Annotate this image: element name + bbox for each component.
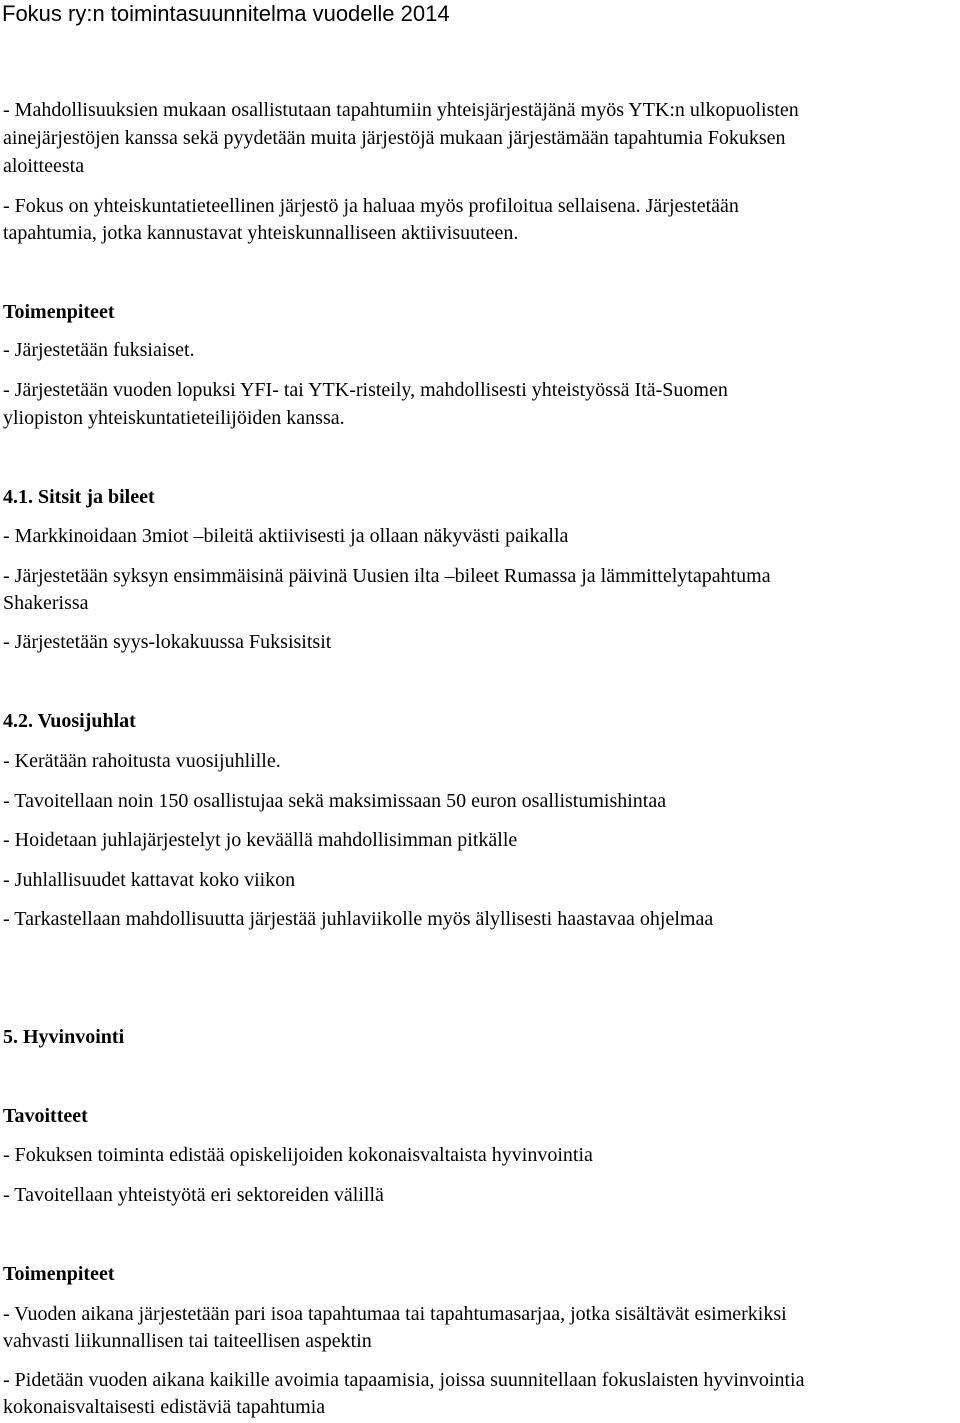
vuosijuhlat-item: - Tavoitellaan noin 150 osallistujaa sekä maksimissaan 50 euron osallistumishintaa	[3, 790, 667, 812]
intro-paragraph-2-line-2: tapahtumia, jotka kannustavat yhteiskunnalliseen aktiivisuuteen.	[3, 222, 519, 244]
tavoitteet-item: - Fokuksen toiminta edistää opiskelijoiden kokonaisvaltaista hyvinvointia	[3, 1144, 593, 1166]
sitsit-item-fuksisitsit: - Järjestetään syys-lokakuussa Fuksisitsit	[3, 631, 332, 653]
hyvinvointi-toimenpide-1-line-2: vahvasti liikunnallisen tai taiteellisen aspektin	[3, 1330, 372, 1352]
intro-paragraph-1-line-1: - Mahdollisuuksien mukaan osallistutaan tapahtumiin yhteisjärjestäjänä myös YTK:n ulkopuolisten	[3, 99, 799, 121]
sitsit-item-uusien-ilta-line-2: Shakerissa	[3, 592, 89, 614]
intro-paragraph-2-line-1: - Fokus on yhteiskuntatieteellinen järjestö ja haluaa myös profiloitua sellaisena. Järjestetään	[3, 195, 739, 217]
intro-paragraph-1-line-3: aloitteesta	[3, 155, 85, 177]
vuosijuhlat-item: - Kerätään rahoitusta vuosijuhlille.	[3, 750, 281, 772]
vuosijuhlat-item: - Hoidetaan juhlajärjestelyt jo keväällä mahdollisimman pitkälle	[3, 829, 518, 851]
vuosijuhlat-item: - Tarkastellaan mahdollisuutta järjestää juhlaviikolle myös älyllisesti haastavaa ohjelmaa	[3, 908, 714, 930]
toimenpiteet-item-fuksiaiset: - Järjestetään fuksiaiset.	[3, 339, 195, 361]
hyvinvointi-toimenpide-2-line-2: kokonaisvaltaisesti edistäviä tapahtumia	[3, 1396, 326, 1418]
intro-paragraph-1-line-2: ainejärjestöjen kanssa sekä pyydetään muita järjestöjä mukaan järjestämään tapahtumia Fokuksen	[3, 127, 786, 149]
vuosijuhlat-item: - Juhlallisuudet kattavat koko viikon	[3, 869, 296, 891]
hyvinvointi-toimenpide-2-line-1: - Pidetään vuoden aikana kaikille avoimia tapaamisia, joissa suunnitellaan fokuslaisten hyvinvointia	[3, 1369, 805, 1391]
tavoitteet-item: - Tavoitellaan yhteistyötä eri sektoreiden välillä	[3, 1184, 384, 1206]
subheading-tavoitteet: Tavoitteet	[3, 1105, 88, 1127]
section-heading-hyvinvointi: 5. Hyvinvointi	[3, 1026, 125, 1048]
sitsit-item-markkinointi: - Markkinoidaan 3miot –bileitä aktiivisesti ja ollaan näkyvästi paikalla	[3, 525, 569, 547]
section-heading-vuosijuhlat: 4.2. Vuosijuhlat	[3, 710, 136, 732]
section-heading-sitsit-ja-bileet: 4.1. Sitsit ja bileet	[3, 486, 155, 508]
hyvinvointi-toimenpide-1-line-1: - Vuoden aikana järjestetään pari isoa tapahtumaa tai tapahtumasarjaa, jotka sisältävät esimerkiksi	[3, 1303, 787, 1325]
section-heading-toimenpiteet: Toimenpiteet	[3, 301, 115, 323]
toimenpiteet-item-risteily-line-2: yliopiston yhteiskuntatieteilijöiden kanssa.	[3, 407, 345, 429]
sitsit-item-uusien-ilta-line-1: - Järjestetään syksyn ensimmäisinä päivinä Uusien ilta –bileet Rumassa ja lämmittelytapahtuma	[3, 565, 771, 587]
document-title: Fokus ry:n toimintasuunnitelma vuodelle 2014	[2, 1, 450, 26]
subheading-toimenpiteet-hyvinvointi: Toimenpiteet	[3, 1263, 115, 1285]
toimenpiteet-item-risteily-line-1: - Järjestetään vuoden lopuksi YFI- tai YTK-risteily, mahdollisesti yhteistyössä Itä-Suomen	[3, 379, 728, 401]
